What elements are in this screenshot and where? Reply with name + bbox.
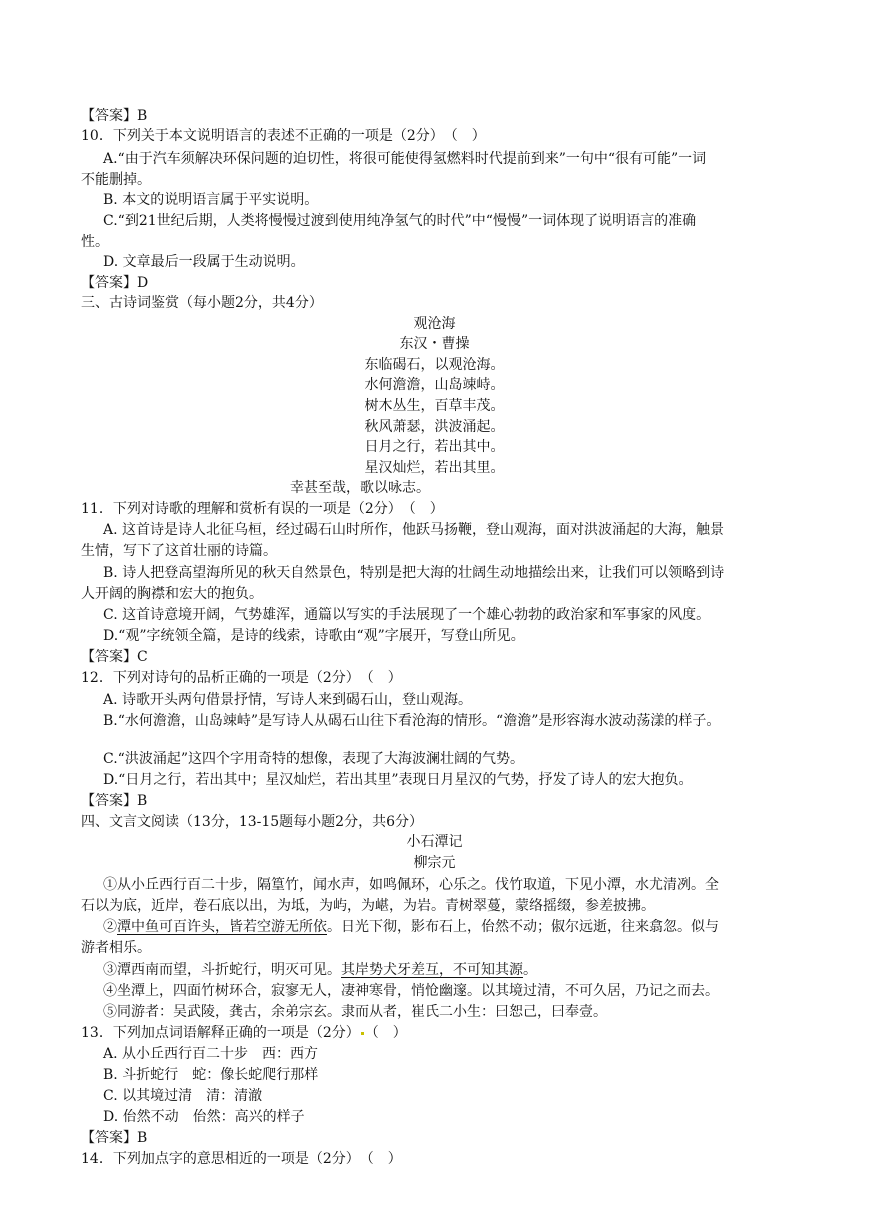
prose-paragraph-2-cont: 游者相乐。 xyxy=(81,940,151,956)
option-13c: C. 以其境过清 清：清澈 xyxy=(103,1088,263,1104)
option-11b-cont: 人开阔的胸襟和宏大的抱负。 xyxy=(81,586,263,602)
option-10a-cont: 不能删掉。 xyxy=(81,172,151,188)
prose-paragraph-5: ⑤同游者：吴武陵，龚古，余弟宗玄。隶而从者，崔氏二小生：曰恕己，曰奉壹。 xyxy=(103,1004,607,1020)
prose-paragraph-3: ③潭西南而望，斗折蛇行，明灭可见。其岸势犬牙差互，不可知其源。 xyxy=(103,962,537,978)
option-12a: A. 诗歌开头两句借景抒情，写诗人来到碣石山，登山观海。 xyxy=(103,692,473,708)
prose-paragraph-1-cont: 石以为底，近岸，卷石底以出，为坻，为屿，为嵁，为岩。青树翠蔓，蒙络摇缀，参差披拂。 xyxy=(81,898,655,914)
option-10d: D. 文章最后一段属于生动说明。 xyxy=(103,254,305,270)
poem-author: 东汉・曹操 xyxy=(399,336,470,352)
option-12c: C.“洪波涌起”这四个字用奇特的想像，表现了大海波澜壮阔的气势。 xyxy=(103,751,524,767)
underlined-sentence: 潭中鱼可百许头，皆若空游无所依 xyxy=(117,919,327,935)
underlined-sentence: 其岸势犬牙差互，不可知其源 xyxy=(341,962,523,978)
question-13: 13．下列加点词语解释正确的一项是（2分） （ ） xyxy=(81,1025,407,1041)
poem-line: 日月之行，若出其中。 xyxy=(364,439,505,455)
option-11d: D.“观”字统领全篇，是诗的线索，诗歌由“观”字展开，写登山所见。 xyxy=(103,628,525,644)
prose-paragraph-4: ④坐潭上，四面竹树环合，寂寥无人，凄神寒骨，悄怆幽邃。以其境过清，不可久居，乃记之而去。 xyxy=(103,983,719,999)
option-13d: D. 佁然不动 佁然：高兴的样子 xyxy=(103,1109,305,1125)
poem-line: 树木丛生，百草丰茂。 xyxy=(364,398,505,414)
option-10c: C.“到21世纪后期，人类将慢慢过渡到使用纯净氢气的时代”中“慢慢”一词体现了说明语言的准确 xyxy=(103,213,697,229)
option-11a-cont: 生情，写下了这首壮丽的诗篇。 xyxy=(81,543,277,559)
question-12: 12．下列对诗句的品析正确的一项是（2分） （ ） xyxy=(81,670,402,686)
option-10c-cont: 性。 xyxy=(81,234,109,250)
poem-title: 观沧海 xyxy=(413,316,456,332)
option-13b: B. 斗折蛇行 蛇：像长蛇爬行那样 xyxy=(103,1067,319,1083)
answer-13: 【答案】B xyxy=(81,1130,148,1146)
prose-paragraph-1: ①从小丘西行百二十步，隔篁竹，闻水声，如鸣佩环，心乐之。伐竹取道，下见小潭，水尤清冽。全 xyxy=(103,877,719,893)
poem-line: 星汉灿烂，若出其里。 xyxy=(364,460,505,476)
poem-line: 秋风萧瑟，洪波涌起。 xyxy=(364,419,505,435)
option-10b: B. 本文的说明语言属于平实说明。 xyxy=(103,192,319,208)
answer-12: 【答案】B xyxy=(81,793,148,809)
question-10: 10．下列关于本文说明语言的表述不正确的一项是（2分） （ ） xyxy=(81,128,486,144)
answer-9: 【答案】B xyxy=(81,108,148,124)
question-14: 14．下列加点字的意思相近的一项是（2分） （ ） xyxy=(81,1151,402,1167)
section-3-heading: 三、古诗词鉴赏（每小题2分，共4分） xyxy=(81,295,323,311)
option-11b: B. 诗人把登高望海所见的秋天自然景色，特别是把大海的壮阔生动地描绘出来，让我们可以领略到诗 xyxy=(103,565,725,581)
prose-paragraph-2: ②潭中鱼可百许头，皆若空游无所依。日光下彻，影布石上，佁然不动；俶尔远逝，往来翕忽。似与 xyxy=(103,919,719,935)
poem-line: 东临碣石，以观沧海。 xyxy=(364,357,505,373)
poem-line: 幸甚至哉，歌以咏志。 xyxy=(290,480,430,496)
option-12d: D.“日月之行，若出其中；星汉灿烂，若出其里”表现日月星汉的气势，抒发了诗人的宏大抱负。 xyxy=(103,772,693,788)
highlight-dot xyxy=(361,1032,364,1035)
option-11a: A. 这首诗是诗人北征乌桓，经过碣石山时所作，他跃马扬鞭，登山观海，面对洪波涌起的大海，触景 xyxy=(103,522,725,538)
prose-author: 柳宗元 xyxy=(413,855,456,871)
option-13a: A. 从小丘西行百二十步 西：西方 xyxy=(103,1046,319,1062)
option-11c: C. 这首诗意境开阔，气势雄浑，通篇以写实的手法展现了一个雄心勃勃的政治家和军事家的风度。 xyxy=(103,607,711,623)
prose-title: 小石潭记 xyxy=(406,834,463,850)
section-4-heading: 四、文言文阅读（13分，13-15题每小题2分，共6分） xyxy=(81,814,423,830)
answer-10: 【答案】D xyxy=(81,275,149,291)
option-12b: B.“水何澹澹，山岛竦峙”是写诗人从碣石山往下看沧海的情形。“澹澹”是形容海水波动荡漾的样子。 xyxy=(103,713,721,729)
answer-11: 【答案】C xyxy=(81,649,148,665)
option-10a: A.“由于汽车须解决环保问题的迫切性，将很可能使得氢燃料时代提前到来”一句中“很有可能”一词 xyxy=(103,151,707,167)
poem-line: 水何澹澹，山岛竦峙。 xyxy=(364,377,505,393)
question-11: 11．下列对诗歌的理解和赏析有误的一项是（2分） （ ） xyxy=(81,501,444,517)
